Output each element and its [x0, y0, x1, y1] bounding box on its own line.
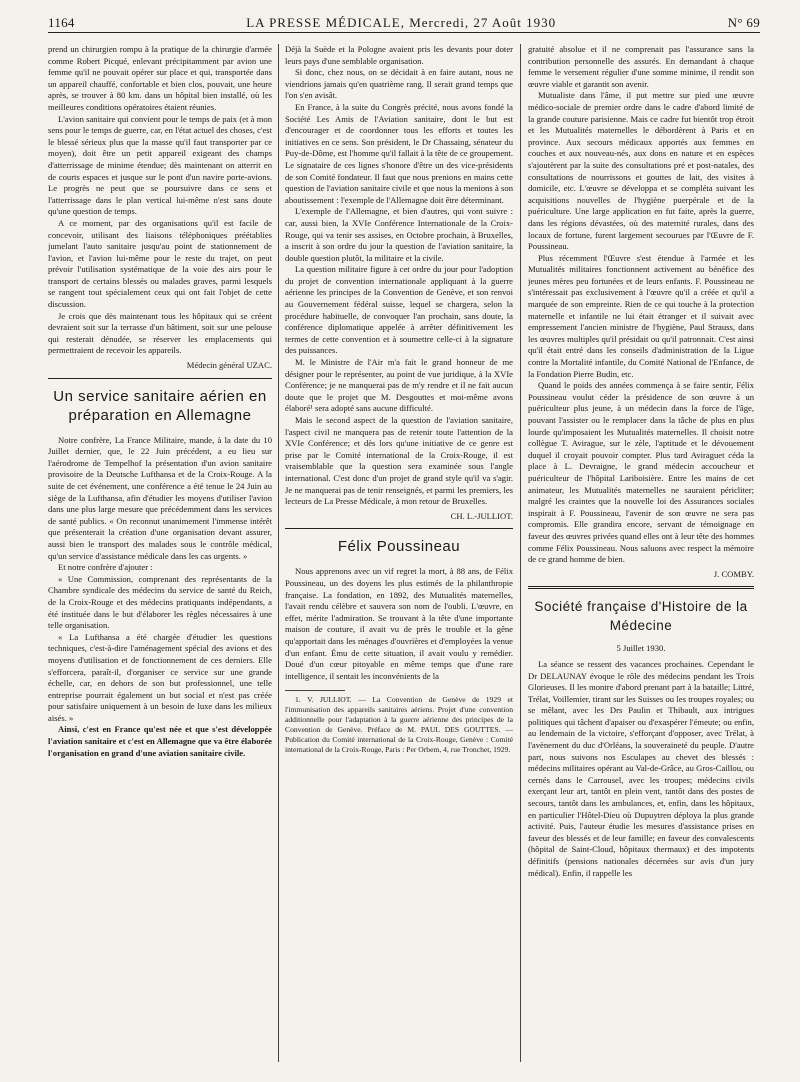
- paragraph: Ainsi, c'est en France qu'est née et que s'est développée l'aviation sanitaire et c'est en Allemagne que va être élaborée l'organisation en grand d'une aviation sanitaire civile.: [48, 724, 272, 758]
- paragraph: Mutualiste dans l'âme, il put mettre sur pied une œuvre médico-sociale de premier ordre dans le cadre d'abord limité de la grande couture parisienne. Mais ce cadre fut bientôt trop étroit et les Mutualités maternelles le débordèrent à Paris et en province. Aux secours médicaux apportés aux femmes en couches et aux nouveau-nés, aux dons en nature et en espèces s'ajoutèrent par la suite des consultations pré et post-natales, des consultations de nourrissons et gouttes de lait, des visites à domicile, etc. L'œuvre se développa et se compléta suivant les acquisitions nouvelles de l'hygiène puerpérale et de la puériculture. Une large application en fut faite, après la guerre, dans les régions dévastées, où des maternité rurales, dans des locaux de fortune, furent largement secourues par l'Œuvre de F. Poussineau.: [528, 90, 754, 252]
- signature: CH. L.-JULLIOT.: [450, 510, 513, 521]
- paragraph: Et notre confrère d'ajouter :: [58, 562, 153, 573]
- issue-number: N° 69: [727, 15, 760, 30]
- paragraph: prend un chirurgien rompu à la pratique de la chirurgie d'armée comme Robert Picqué, enlevant précipitamment par avion une femme qu'il ne pouvait opérer sur place et qui, transportée dans un appareil chauffé, confortable et bien clos, pouvait, une heure après, se trouver à 80 km. dans un hôpital bien installé, où les meilleures conditions opératoires étaient réunies.: [48, 44, 272, 112]
- paragraph: Si donc, chez nous, on se décidait à en faire autant, nous ne viendrions jamais qu'en quatrième rang. Il serait grand temps que l'on s'en avisât.: [285, 67, 513, 101]
- article-heading: Société française d'Histoire de la Médecine: [534, 599, 748, 634]
- paragraph: gratuité absolue et il ne comprenait pas l'assurance sans la contribution personnelle des assurés. En demandant à chaque femme le versement régulier d'une somme minime, il rendit son œuvre viable et garantit son avenir.: [528, 44, 754, 89]
- column-divider: [278, 44, 279, 1062]
- paragraph: Déjà la Suède et la Pologne avaient pris les devants pour doter leurs pays d'une semblable organisation.: [285, 44, 513, 66]
- paragraph: La question militaire figure à cet ordre du jour pour l'adoption du projet de convention internationale appliquant à la guerre aérienne les principes de la Convention de Genève, et son renvoi au Gouvernement fédéral suisse, lequel se chargera, selon la procédure habituelle, de convoquer l'an prochain, sans doute, la conférence diplomatique appelée à arrêter définitivement les termes de cette convention et à soumettre celle-ci à la signature des puissances.: [285, 264, 513, 356]
- page-header: [48, 14, 760, 33]
- signature: J. COMBY.: [713, 568, 754, 579]
- journal-title: LA PRESSE MÉDICALE, Mercredi, 27 Août 1930: [246, 15, 557, 30]
- paragraph: En France, à la suite du Congrès précité, nous avons fondé la Société Les Amis de l'Aviation sanitaire, dont le but est d'encourager et de coordonner tous les efforts et toutes les initiatives en ce sens. Son président, le Dr Chassaing, sénateur du Puy-de-Dôme, est l'homme qu'il fallait à la tête de ce groupement. Le signataire de ces lignes s'honore d'être un des vice-présidents de son Comité fondateur. Il faut que nous prenions en mains cette question de l'aviation sanitaire civile et que nous la menions à son aboutissement : l'exemple de l'Allemagne doit être déterminant.: [285, 101, 513, 205]
- paragraph: Nous apprenons avec un vif regret la mort, à 88 ans, de Félix Poussineau, un des doyens les plus estimés de la philanthropie française. La fondation, en 1892, des Mutualités maternelles, l'avait rendu célèbre et sauvera son nom de l'oubli. L'œuvre, en effet, mérite l'admiration. Se trouvant à la tête d'une importante maison de couture, il avait vu de près le trouble et la gêne qu'apportait dans les ménages d'ouvrières et d'employées la venue d'un enfant. Ému de cette situation, il avait voulu y remédier. Doué d'un cœur pitoyable en même temps que d'une rare intelligence, il sentait les inconvénients de la: [285, 566, 513, 681]
- article-heading: Félix Poussineau: [337, 538, 461, 556]
- page-number: 1164: [48, 15, 75, 30]
- section-rule: [528, 586, 754, 591]
- paragraph: M. le Ministre de l'Air m'a fait le grand honneur de me désigner pour le représenter, au point de vue juridique, à la XVIe Conférence; je ne manquerai pas de m'y rendre et il ne fait aucun doute que le projet que M. Desgouttes et moi-même avons élaboré¹ sera adopté sans aucune difficulté.: [285, 357, 513, 414]
- paragraph: Mais le second aspect de la question de l'aviation sanitaire, l'aspect civil ne manquera pas de retenir toute l'attention de la XVIe Conférence; et dès lors qu'une initiative de ce genre est prise par le Comité international de la Croix-Rouge, il est vraisemblable que la question sera examinée sous l'angle international. C'est donc d'un projet de grand style qu'il va s'agir. Je ne manquerai pas de tenir renseignés, et parmi les premiers, les lecteurs de La Presse Médicale, à mon retour de Bruxelles.: [285, 415, 513, 507]
- column-3: [528, 44, 754, 1062]
- article-heading: Un service sanitaire aérien en préparation en Allemagne: [53, 387, 267, 424]
- footnote-rule: [285, 690, 345, 691]
- paragraph: La séance se ressent des vacances prochaines. Cependant le Dr DELAUNAY évoque le rôle des médecins pendant les Trois Glorieuses. Il les montre d'abord prenant part à la bataille; Littré, Trélat, Voillemier, tirant sur les Suisses ou les troupes royales; ou se mêlant, avec les Drs Paulin et Thibault, aux intrigues politiques qui tâchent d'apaiser ou d'exaspérer l'émeute; ou enfin, au lendemain de la victoire, s'efforçant d'opposer, avec Trélat, à l'avènement du duc d'Orléans, la souveraineté du peuple. D'autre part, nous suivons nos Esculapes au chevet des blessés : médecins militaires opérant au Val-de-Grâce, au Gros-Caillou, ou cernés dans le Carrousel, avec les troupes; médecins civils exerçant leur art, tantôt en plein vent, tantôt dans des postes de secours, tantôt dans les ambulances, et, enfin, dans les hôpitaux, en particulier l'Hôtel-Dieu où Dupuytren déploya la plus grande activité. Puis, l'auteur étudie les mesures d'assistance prises en faveur des blessés et de leur famille; en faveur des convalescents (hôpital de Saint-Cloud, hôpitaux thermaux) et des impotents définitifs (pensions nationales décernées sur avis d'un jury médical). Enfin, il rappelle les: [528, 658, 754, 878]
- paragraph: L'exemple de l'Allemagne, et bien d'autres, qui vont suivre : car, aussi bien, la XVIe Conférence Internationale de la Croix-Rouge, qui va tenir ses assises, en Octobre prochain, à Bruxelles, a inscrit à son ordre du jour la question de l'aviation sanitaire, la double question plutôt, la militaire et la civile.: [285, 206, 513, 263]
- paragraph: « La Lufthansa a été chargée d'étudier les questions techniques, c'est-à-dire l'aménagement spécial des avions et des moyens d'utilisation et de fonctionnement de ces derniers. Elle s'efforcera, paraît-il, d'organiser ce service sur une grande échelle, car, en dehors de son but professionnel, une telle entreprise pourrait également un but social et n'est pas créée pour satisfaire uniquement à un besoin de luxe dans les milieux aisés. »: [48, 631, 272, 723]
- column-divider: [520, 44, 521, 1062]
- section-rule: [48, 378, 272, 379]
- paragraph: A ce moment, par des organisations qu'il est facile de concevoir, utilisant des liaisons téléphoniques préétablies jumelant l'auto sanitaire jusqu'au point de stationnement de l'avion, et l'avion lui-même pour le reste du trajet, on peut prévoir l'utilisation systématique de la voie des airs pour le transport de certains blessés ou malades graves, parmi lesquels se rangent tout spécialement ceux qui ont fait l'objet de cette discussion.: [48, 217, 272, 310]
- paragraph: Je crois que dès maintenant tous les hôpitaux qui se créent devraient soit sur la terrasse d'un bâtiment, soit sur une pelouse qui resterait dénudée, se réserver les emplacements qui permettraient de recevoir les appareils.: [48, 310, 272, 356]
- footnote: 1. V. JULLIOT. — La Convention de Genève de 1929 et l'immunisation des appareils sanitaires aériens. Projet d'une convention additionnelle pour l'adaptation à la guerre aérienne des principes de la Convention de Genève. Préface de M. PAUL DES GOUTTES. — Publication du Comité international de la Croix-Rouge, Genève : Comité international de la Croix-Rouge, Paris : Per Orbem, 4, rue Tronchet, 1929.: [285, 695, 513, 755]
- paragraph: Plus récemment l'Œuvre s'est étendue à l'armée et les Mutualités militaires fonctionnent activement au bénéfice des jeunes mères peu fortunées et de leurs enfants. F. Poussineau ne s'intéressait pas exclusivement à l'œuvre qu'il a créée et qu'il a marquée de son empreinte. Rien de ce qui touche à la protection maternelle et infantile ne lui était étranger et il suivait avec empressement l'ancien ministre de l'hygiène, Paul Strauss, dans les œuvres multiples qu'il présidait ou qu'il patronnait. C'est ainsi qu'il était entré dans les conseils d'administration de la Ligue contre la Mortalité infantile, du Comité National de l'Enfance, de la Fondation Pierre Budin, etc.: [528, 252, 754, 379]
- paragraph: L'avion sanitaire qui convient pour le temps de paix (et à mon sens pour le temps de guerre, car, en l'état actuel des choses, c'est le blessé sérieux plus que la masse qu'il faut transporter par ce moyen), doit être un petit appareil exigeant des champs d'atterrissage de minime étendue; dès maintenant on atterrit en de courts espaces et jusque sur le pont d'un navire porte-avions. Le progrès ne peut que se poursuivre dans ce sens et l'atterrissage dans le plan vertical lui-même n'est sans doute qu'une question de temps.: [48, 113, 272, 217]
- section-rule: [285, 528, 513, 529]
- paragraph: Notre confrère, La France Militaire, mande, à la date du 10 Juillet dernier, que, le 22 Juin précédent, a eu lieu sur l'aérodrome de Tempelhof la présentation d'un avion sanitaire provisoire de la Deutsche Lufthansa et de la Croix-Rouge. A la suite de cet événement, une conférence a été tenue le 24 Juin au siège de la Lufthansa, afin d'étudier les moyens d'utiliser l'avion dans une plus large mesure que précédemment dans les services de santé publics. « On reconnut unanimement l'immense intérêt que présenterait la création d'une organisation devant assurer, aussi bien le transport des malades sous le contrôle médical, qu'un service d'assistance médicale dans les cas urgents. »: [48, 434, 272, 561]
- column-1: [48, 44, 272, 1062]
- session-date: 5 Juillet 1930.: [616, 643, 666, 654]
- paragraph: « Une Commission, comprenant des représentants de la Chambre syndicale des médecins du service de santé du Reich, de la Croix-Rouge et des médecins pratiquants indépendants, a été instituée dans le but d'élaborer les règles nécessaires à une telle organisation.: [48, 573, 272, 631]
- column-2: [285, 44, 513, 1062]
- signature: Médecin général UZAC.: [186, 360, 272, 371]
- paragraph: Quand le poids des années commença à se faire sentir, Félix Poussineau voulut céder la présidence de son œuvre à un puériculteur plus jeune, à un médecin dans la force de l'âge, pouvant l'assister ou le remplacer dans la tâche de plus en plus lourde qu'imposaient les Mutualités maternelles. Il choisit notre collègue T. Avirague, sur le zèle, l'aptitude et le dévouement duquel il croyait pouvoir compter. Plus tard Aviraguet céda la place à L. Devraigne, le grand médecin accoucheur et puériculteur de l'hôpital Lariboisière. Entre les mains de cet animateur, les Mutualités maternelles ne sauraient péricliter; malgré les craintes que la nouvelle loi des Assurances sociales inspirait à F. Poussineau, l'avenir de son œuvre ne sera pas compromis. Elle grandira encore, servant de témoignage en faveur des œuvres privées quand elles ont à leur tête des hommes comme Félix Poussineau. Nous saluons avec respect la mémoire de ce grand homme de bien.: [528, 380, 754, 565]
